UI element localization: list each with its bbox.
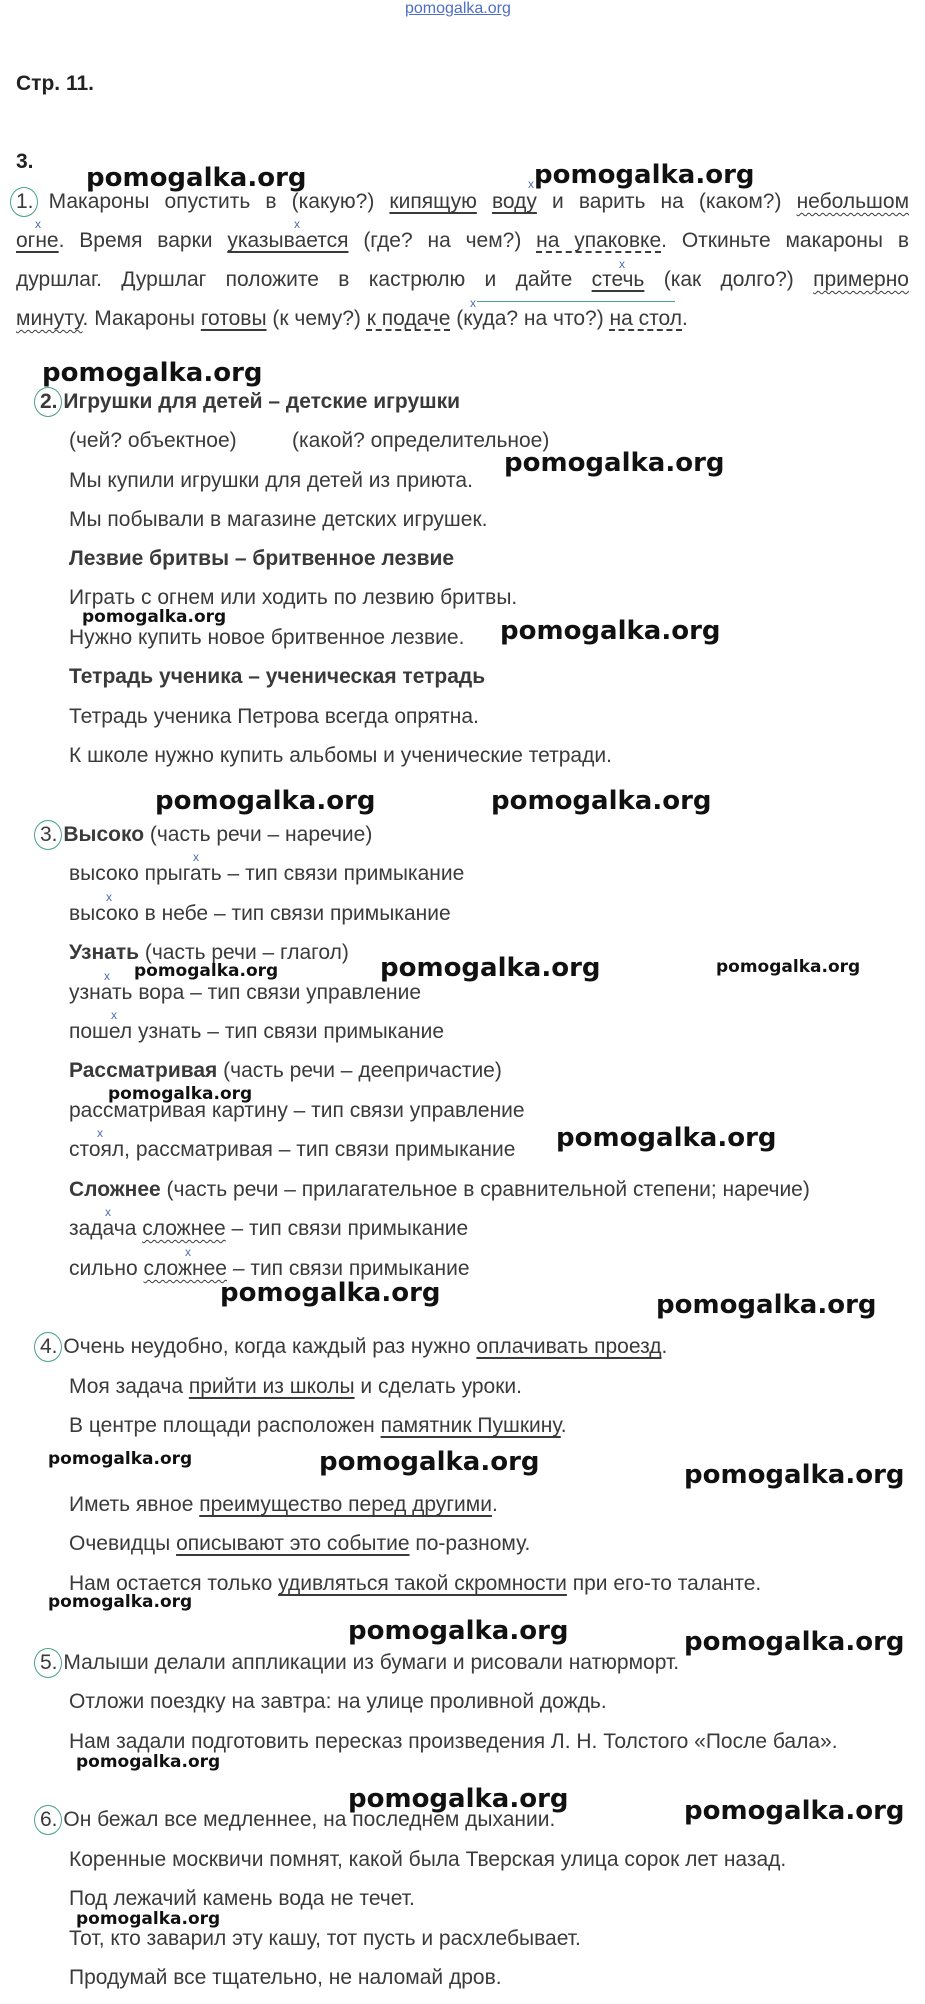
watermark: pomogalka.org: [348, 1616, 569, 1646]
x-mark: x: [106, 890, 112, 904]
x-mark: x: [528, 177, 534, 191]
watermark: pomogalka.org: [82, 607, 227, 627]
watermark: pomogalka.org: [684, 1796, 905, 1826]
ex4-sentence: Нам остается только удивляться такой скромности при его-то таланте.: [69, 1572, 762, 1595]
watermark: pomogalka.org: [76, 1752, 221, 1772]
x-mark: x: [619, 257, 625, 271]
ex3-phrase: высоко в небе – тип связи примыкание: [69, 902, 451, 925]
ex3-phrase: рассматривая картину – тип связи управление: [69, 1099, 525, 1122]
ex1-line-3: дуршлаг. Дуршлаг положите в кастрюлю и дайте стечь (как долго?) примерно: [16, 268, 909, 291]
ex2-type-2: (какой? определительное): [292, 429, 550, 452]
watermark: pomogalka.org: [134, 961, 279, 981]
watermark: pomogalka.org: [504, 448, 725, 478]
x-mark: x: [111, 1008, 117, 1022]
page-number: Стр. 11.: [16, 72, 94, 95]
watermark: pomogalka.org: [48, 1592, 193, 1612]
watermark: pomogalka.org: [684, 1460, 905, 1490]
ex3-word-1: 3. Высоко (часть речи – наречие): [40, 823, 373, 846]
watermark: pomogalka.org: [491, 786, 712, 816]
ex3-phrase: задача сложнее – тип связи примыкание: [69, 1217, 469, 1240]
ex2-sentence: Мы побывали в магазине детских игрушек.: [69, 508, 488, 531]
ex3-word-4: Сложнее (часть речи – прилагательное в сравнительной степени; наречие): [69, 1178, 810, 1201]
watermark: pomogalka.org: [76, 1909, 221, 1929]
watermark: pomogalka.org: [86, 163, 307, 193]
x-mark: x: [104, 969, 110, 983]
x-mark: x: [35, 217, 41, 231]
watermark: pomogalka.org: [155, 786, 376, 816]
ex2-type-1: (чей? объектное): [69, 429, 237, 452]
ex2-sentence: К школе нужно купить альбомы и ученические тетради.: [69, 744, 612, 767]
ex3-phrase: высоко прыгать – тип связи примыкание: [69, 862, 465, 885]
watermark: pomogalka.org: [380, 953, 601, 983]
ex2-sentence: Играть с огнем или ходить по лезвию бритвы.: [69, 586, 518, 609]
ex3-phrase: стоял, рассматривая – тип связи примыкание: [69, 1138, 516, 1161]
ex1-line-2: огне. Время варки указывается (где? на чем?) на упаковке. Откиньте макароны в: [16, 229, 909, 252]
ex1-number: 1.: [16, 190, 34, 213]
ex3-word-2: Узнать (часть речи – глагол): [69, 941, 349, 964]
ex6-sentence: Тот, кто заварил эту кашу, тот пусть и расхлебывает.: [69, 1927, 581, 1950]
x-mark: x: [97, 1126, 103, 1140]
x-mark: x: [185, 1245, 191, 1259]
x-mark: x: [470, 296, 476, 310]
ex2-sentence: Нужно купить новое бритвенное лезвие.: [69, 626, 465, 649]
ex1-line-1: 1. Макароны опустить в (какую?) кипящую воду и варить на (каком?) небольшом: [16, 190, 910, 213]
x-mark: x: [294, 217, 300, 231]
ex3-phrase: узнать вора – тип связи управление: [69, 981, 422, 1004]
ex3-phrase: пошел узнать – тип связи примыкание: [69, 1020, 445, 1043]
ex4-sentence: Очевидцы описывают это событие по-разному.: [69, 1532, 531, 1555]
watermark: pomogalka.org: [348, 1784, 569, 1814]
watermark: pomogalka.org: [48, 1449, 193, 1469]
watermark: pomogalka.org: [684, 1627, 905, 1657]
site-link[interactable]: pomogalka.org: [405, 0, 511, 17]
ex4-sentence: 4. Очень неудобно, когда каждый раз нужно оплачивать проезд.: [40, 1335, 668, 1358]
ex5-sentence: Отложи поездку на завтра: на улице проливной дождь.: [69, 1690, 607, 1713]
ex5-sentence: Нам задали подготовить пересказ произведения Л. Н. Толстого «После бала».: [69, 1730, 838, 1753]
watermark: pomogalka.org: [319, 1447, 540, 1477]
ex6-sentence: 6. Он бежал все медленнее, на последнем дыхании.: [40, 1808, 556, 1831]
ex6-sentence: Под лежачий камень вода не течет.: [69, 1887, 415, 1910]
watermark: pomogalka.org: [42, 358, 263, 388]
x-mark: x: [105, 1205, 111, 1219]
ex4-sentence: В центре площади расположен памятник Пушкину.: [69, 1414, 567, 1437]
watermark: pomogalka.org: [500, 616, 721, 646]
ex2-heading-2: Лезвие бритвы – бритвенное лезвие: [69, 547, 455, 570]
ex2-heading-1: 2. Игрушки для детей – детские игрушки: [40, 390, 461, 413]
watermark: pomogalka.org: [556, 1123, 777, 1153]
ex2-heading-3: Тетрадь ученика – ученическая тетрадь: [69, 665, 486, 688]
ex5-sentence: 5. Малыши делали аппликации из бумаги и рисовали натюрморт.: [40, 1651, 680, 1674]
watermark: pomogalka.org: [534, 160, 755, 190]
ex4-sentence: Иметь явное преимущество перед другими.: [69, 1493, 498, 1516]
ex6-sentence: Продумай все тщательно, не наломай дров.: [69, 1966, 502, 1989]
ex3-word-3: Рассматривая (часть речи – деепричастие): [69, 1059, 502, 1082]
ex1-line-4: минуту. Макароны готовы (к чему?) к подаче (куда? на что?) на стол.: [16, 307, 688, 330]
x-mark: x: [193, 850, 199, 864]
task-number: 3.: [16, 150, 34, 173]
ex2-sentence: Мы купили игрушки для детей из приюта.: [69, 469, 473, 492]
watermark: pomogalka.org: [220, 1278, 441, 1308]
ex6-sentence: Коренные москвичи помнят, какой была Тверская улица сорок лет назад.: [69, 1848, 787, 1871]
ex2-sentence: Тетрадь ученика Петрова всегда опрятна.: [69, 705, 479, 728]
ex3-phrase: сильно сложнее – тип связи примыкание: [69, 1257, 470, 1280]
watermark: pomogalka.org: [656, 1290, 877, 1320]
ex4-sentence: Моя задача прийти из школы и сделать уроки.: [69, 1375, 522, 1398]
watermark: pomogalka.org: [108, 1084, 253, 1104]
ex1-link-arrow: [477, 301, 675, 302]
watermark: pomogalka.org: [716, 957, 861, 977]
